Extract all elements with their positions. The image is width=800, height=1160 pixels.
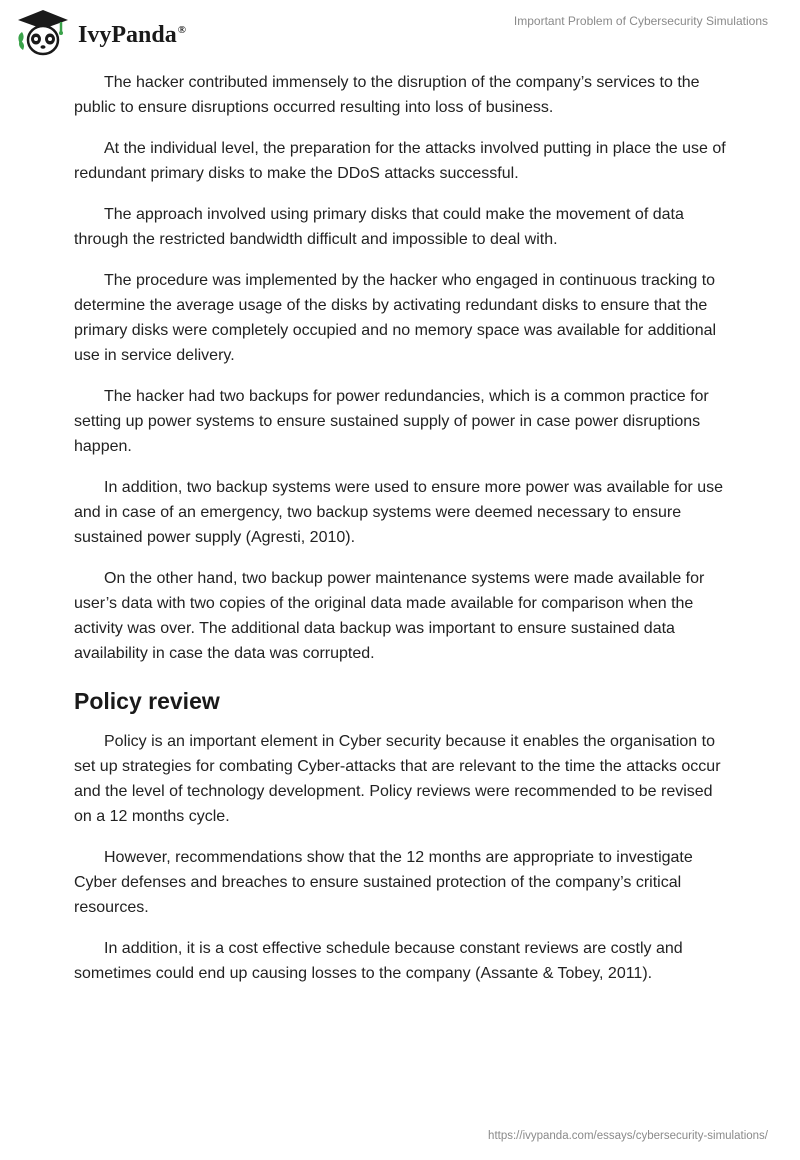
- paragraph: The approach involved using primary disks that could make the movement of data through the restricted bandwidth difficult and impossible to deal with.: [74, 206, 684, 248]
- paragraph: In addition, it is a cost effective schedule because constant reviews are costly and sometimes could end up causing losses to the company (Assante & Tobey, 2011).: [74, 940, 683, 982]
- brand-name: IvyPanda®: [78, 21, 186, 48]
- paragraph: The procedure was implemented by the hacker who engaged in continuous tracking to determine the average usage of the disks by activating redundant disks to ensure that the primary disks were completely occupied and no memory space was available for additional use in service delivery.: [74, 272, 717, 364]
- panda-logo-icon: [14, 8, 72, 58]
- paragraph: At the individual level, the preparation for the attacks involved putting in place the use of redundant primary disks to make the DDoS attacks successful.: [74, 140, 726, 182]
- brand-logo[interactable]: [14, 8, 186, 58]
- article-body: [74, 70, 730, 1002]
- paragraph: The hacker had two backups for power redundancies, which is a common practice for setting up power systems to ensure sustained supply of power in case power disruptions happen.: [74, 388, 709, 455]
- section-heading-policy-review: Policy review: [74, 688, 220, 714]
- paragraph: In addition, two backup systems were used to ensure more power was available for use and in case of an emergency, two backup systems were deemed necessary to ensure sustained power supply (Agresti, 2010).: [74, 479, 723, 546]
- paragraph: The hacker contributed immensely to the disruption of the company’s services to the public to ensure disruptions occurred resulting into loss of business.: [74, 74, 700, 116]
- footer-source-url[interactable]: https://ivypanda.com/essays/cybersecurity-simulations/: [488, 1130, 768, 1142]
- paragraph: Policy is an important element in Cyber security because it enables the organisation to set up strategies for combating Cyber-attacks that are relevant to the time the attacks occur and the level of technology development. Policy reviews were recommended to be revised on a 12 months cycle.: [74, 733, 721, 825]
- paragraph: On the other hand, two backup power maintenance systems were made available for user’s data with two copies of the original data made available for comparison when the activity was over. The additional data backup was important to ensure sustained data availability in case the data was corrupted.: [74, 570, 705, 662]
- paragraph: However, recommendations show that the 12 months are appropriate to investigate Cyber defenses and breaches to ensure sustained protection of the company’s critical resources.: [74, 849, 693, 916]
- document-title: Important Problem of Cybersecurity Simulations: [513, 14, 768, 28]
